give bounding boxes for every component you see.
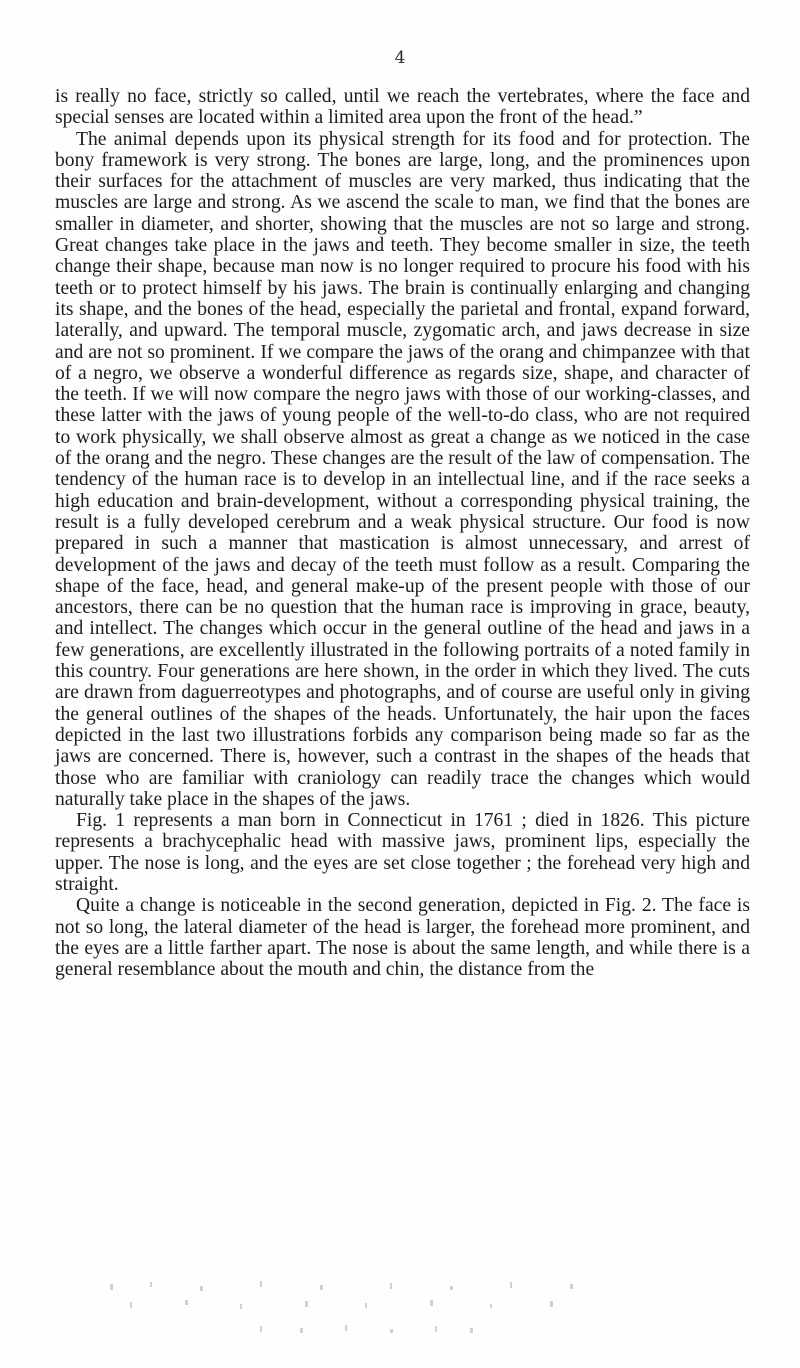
paragraph-fig-2: Quite a change is noticeable in the second generation, depicted in Fig. 2. The face is not so long, the lateral diameter of the head is larger, the forehead more prominent, and the eyes are a little farther apart. The nose is about the same length, and while there is a general resemblance about the mouth and chin, the distance from the — [55, 895, 750, 981]
bleed-through-marks — [90, 1278, 610, 1350]
paragraph-physical-strength: The animal depends upon its physical strength for its food and for protection. The bony framework is very strong. The bones are large, long, and the prominences upon their surfaces for the attachment of muscles are very marked, thus indicating that the muscles are large and strong. As we ascend the scale to man, we find that the bones are smaller in diameter, and shorter, showing that the muscles are not so large and strong. Great changes take place in the jaws and teeth. They become smaller in size, the teeth change their shape, because man now is no longer required to procure his food with his teeth or to protect himself by his jaws. The brain is continually enlarging and changing its shape, and the bones of the head, especially the parietal and frontal, expand forward, laterally, and upward. The temporal muscle, zygomatic arch, and jaws decrease in size and are not so prominent. If we compare the jaws of the orang and chimpanzee with that of a negro, we observe a wonderful difference as regards size, shape, and character of the teeth. If we will now compare the negro jaws with those of our working-classes, and these latter with the jaws of young people of the well-to-do class, who are not required to work physically, we shall observe almost as great a change as we noticed in the case of the orang and the negro. These changes are the result of the law of compensation. The tendency of the human race is to develop in an intellectual line, and if the race seeks a high education and brain-development, without a corresponding physical training, the result is a fully developed cerebrum and a weak physical structure. Our food is now prepared in such a manner that mastication is almost unnecessary, and arrest of development of the jaws and decay of the teeth must follow as a result. Comparing the shape of the face, head, and general make-up of the present people with those of our ancestors, there can be no question that the human race is improving in grace, beauty, and intellect. The changes which occur in the general outline of the head and jaws in a few generations, are excellently illustrated in the following portraits of a noted family in this country. Four generations are here shown, in the order in which they lived. The cuts are drawn from daguerreotypes and photographs, and of course are useful only in giving the general outlines of the shapes of the heads. Unfortunately, the hair upon the faces depicted in the last two illustrations forbids any comparison being made so far as the jaws are concerned. There is, however, such a contrast in the shapes of the heads that those who are familiar with craniology can readily trace the changes which would naturally take place in the shapes of the jaws. — [55, 128, 750, 810]
paragraph-fig-1: Fig. 1 represents a man born in Connecticut in 1761 ; died in 1826. This picture represents a brachycephalic head with massive jaws, prominent lips, especially the upper. The nose is long, and the eyes are set close together ; the forehead very high and straight. — [55, 810, 750, 895]
paragraph-continuation: is really no face, strictly so called, until we reach the vertebrates, where the face and special senses are located within a limited area upon the front of the head.” — [55, 86, 750, 129]
show-through-artifact — [90, 1278, 610, 1350]
body-text — [55, 86, 750, 980]
page-number: 4 — [394, 48, 406, 68]
